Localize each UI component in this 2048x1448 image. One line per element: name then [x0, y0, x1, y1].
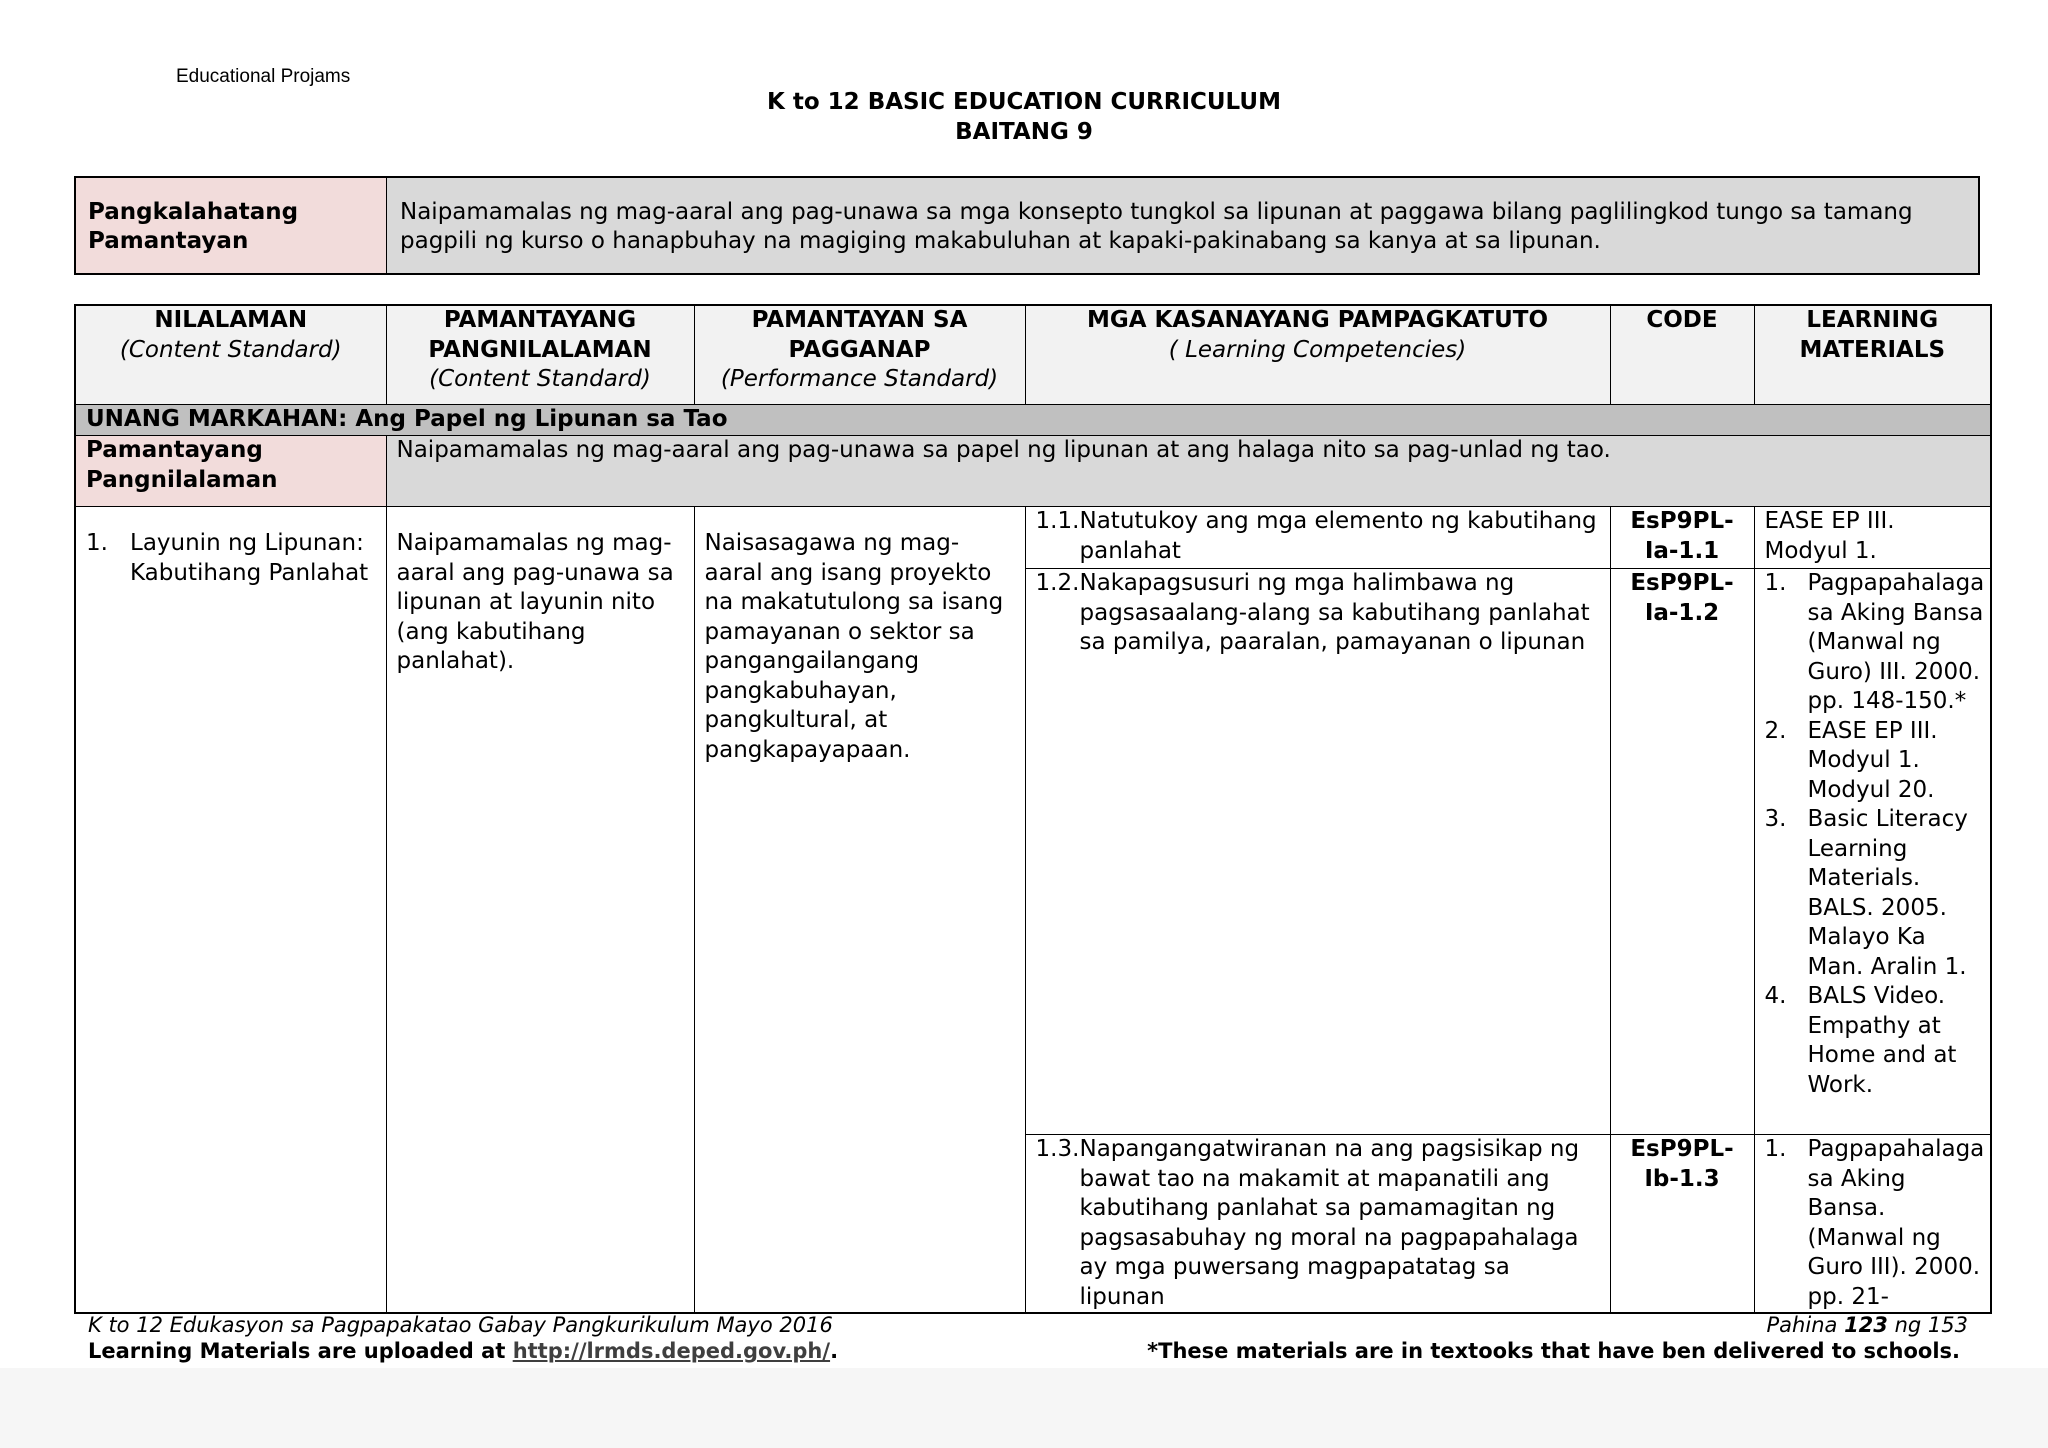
footer-document-name: K to 12 Edukasyon sa Pagpapakatao Gabay Pangkurikulum Mayo 2016	[88, 1313, 833, 1337]
competency-cell: 1.2. Nakapagsusuri ng mga halimbawa ng pagsasaalang-alang sa kabutihang panlahat sa pamilya, paaralan, pamayanan o lipunan	[1025, 569, 1610, 1135]
code-cell: EsP9PL-Ia-1.1	[1610, 507, 1754, 569]
column-header-code: CODE	[1610, 305, 1754, 405]
list-item: 1. Pagpapahalaga sa Aking Bansa. (Manwal ng Guro III). 2000. pp. 21-	[1764, 1136, 1985, 1310]
column-header-learning-competencies: MGA KASANAYANG PAMPAGKATUTO ( Learning Competencies)	[1025, 305, 1610, 405]
column-header-pamantayan-sa-pagganap: PAMANTAYAN SA PAGGANAP (Performance Standard)	[694, 305, 1025, 405]
header-note: Educational Projams	[176, 66, 351, 87]
general-standard-label: Pangkalahatang Pamantayan	[76, 178, 387, 273]
list-item: 4. BALS Video. Empathy at Home and at Work.	[1764, 983, 1957, 1098]
footer-page-number: Pahina 123 ng 153	[1766, 1313, 1968, 1337]
table-header-row	[75, 305, 1991, 405]
column-header-nilalaman: NILALAMAN (Content Standard)	[75, 305, 386, 405]
curriculum-table	[74, 304, 1992, 1314]
competency-cell: 1.3. Napangangatwiranan na ang pagsisikap ng bawat tao na makamit at mapanatili ang kabutihang panlahat sa pamamagitan ng pagsasabuhay ng moral na pagpapahalaga ay mga puwersang magpapatatag sa lipunan	[1025, 1135, 1610, 1314]
code-cell: EsP9PL-Ib-1.3	[1610, 1135, 1754, 1314]
document-title: K to 12 BASIC EDUCATION CURRICULUM	[767, 89, 1281, 115]
content-standard-row	[75, 436, 1991, 507]
quarter-row	[75, 405, 1991, 436]
materials-cell: EASE EP III. Modyul 1.	[1754, 507, 1991, 569]
competency-cell: 1.1. Natutukoy ang mga elemento ng kabutihang panlahat	[1025, 507, 1610, 569]
materials-cell	[1754, 569, 1991, 1135]
content-standard-cell: Naipamamalas ng mag-aaral ang pag-unawa sa lipunan at layunin nito (ang kabutihang panlahat).	[386, 507, 694, 1314]
quarter-title: UNANG MARKAHAN: Ang Papel ng Lipunan sa Tao	[75, 405, 1991, 436]
general-standard-box	[74, 176, 1980, 275]
list-item: 3. Basic Literacy Learning Materials. BALS. 2005. Malayo Ka Man. Aralin 1.	[1764, 806, 1968, 980]
performance-standard-cell: Naisasagawa ng mag-aaral ang isang proyekto na makatutulong sa isang pamayanan o sektor sa pangangailangang pangkabuhayan, pangkultural, at pangkapayapaan.	[694, 507, 1025, 1314]
column-header-learning-materials: LEARNING MATERIALS	[1754, 305, 1991, 405]
content-cell: 1. Layunin ng Lipunan: Kabutihang Panlahat	[75, 507, 386, 1314]
content-text: Layunin ng Lipunan: Kabutihang Panlahat	[130, 530, 369, 586]
list-item: 2. EASE EP III. Modyul 1. Modyul 20.	[1764, 717, 1938, 803]
content-standard-text: Naipamamalas ng mag-aaral ang pag-unawa sa papel ng lipunan at ang halaga nito sa pag-unlad ng tao.	[386, 436, 1991, 507]
list-item: 1. Pagpapahalaga sa Aking Bansa (Manwal ng Guro) III. 2000. pp. 148-150.*	[1764, 570, 1985, 714]
footer-upload-note: Learning Materials are uploaded at http://lrmds.deped.gov.ph/.	[88, 1339, 839, 1363]
bottom-shade	[0, 1368, 2048, 1448]
table-row	[75, 507, 1991, 569]
footer-textbook-note: *These materials are in textooks that have ben delivered to schools.	[1147, 1339, 1960, 1363]
content-standard-label: Pamantayang Pangnilalaman	[75, 436, 386, 507]
lrmds-link[interactable]: http://lrmds.deped.gov.ph/	[512, 1339, 831, 1363]
code-cell: EsP9PL-Ia-1.2	[1610, 569, 1754, 1135]
materials-cell	[1754, 1135, 1991, 1314]
document-subtitle: BAITANG 9	[955, 119, 1093, 145]
column-header-pamantayang-pangnilalaman: PAMANTAYANG PANGNILALAMAN (Content Standard)	[386, 305, 694, 405]
general-standard-text: Naipamamalas ng mag-aaral ang pag-unawa sa mga konsepto tungkol sa lipunan at paggawa bilang paglilingkod tungo sa tamang pagpili ng kurso o hanapbuhay na magiging makabuluhan at kapaki-pakinabang sa kanya at sa lipunan.	[387, 178, 1978, 273]
